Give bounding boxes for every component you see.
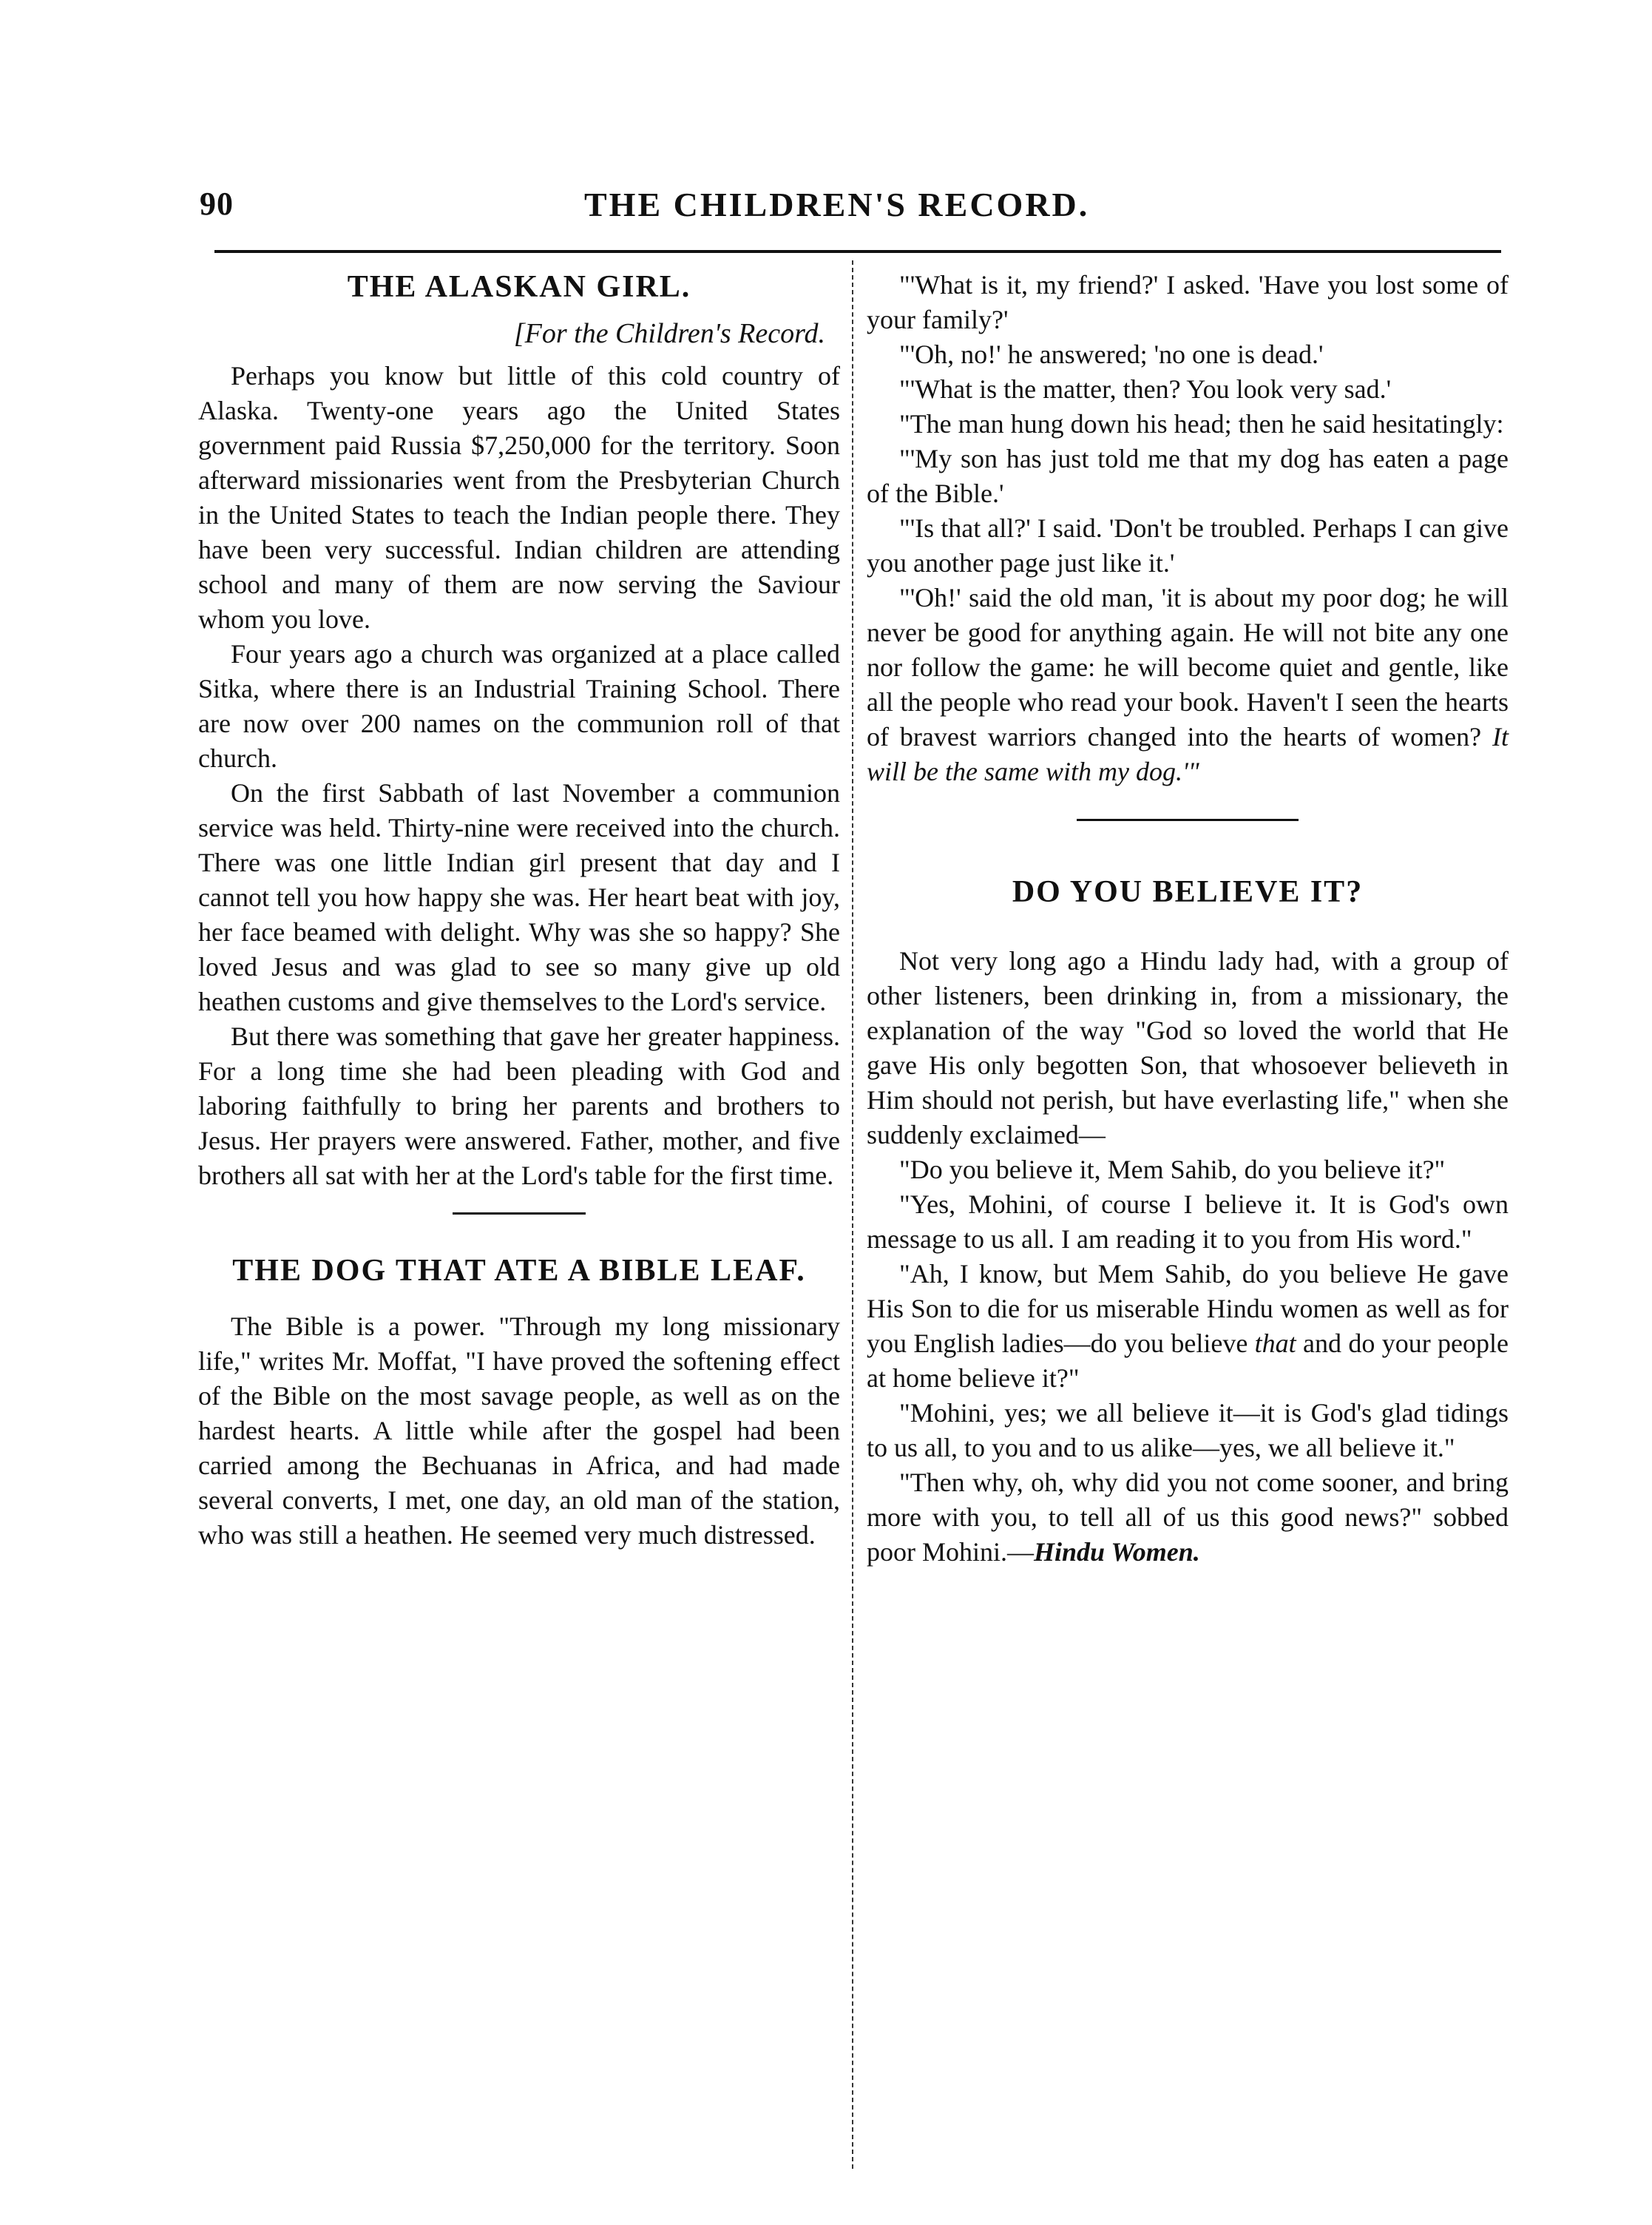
- paragraph: On the first Sabbath of last November a communion service was held. Thirty-nine were received into the church. There was one little Indian girl present that day and I cannot tell you how happy she was. Her heart beat with joy, her face beamed with delight. Why was she so happy? She loved Jesus and was glad to see so many give up old heathen customs and give themselves to the Lord's service.: [198, 778, 840, 1016]
- page-number: 90: [200, 186, 234, 222]
- article-title-alaskan-girl: THE ALASKAN GIRL.: [347, 270, 691, 304]
- paragraph: Four years ago a church was organized at a place called Sitka, where there is an Industrial Training School. There are now over 200 names on the communion roll of that church.: [198, 639, 840, 773]
- left-column: [198, 268, 840, 1553]
- paragraph: "'My son has just told me that my dog has eaten a page of the Bible.': [867, 444, 1509, 508]
- paragraph: "'What is the matter, then? You look very sad.': [899, 374, 1392, 404]
- section-divider: [1077, 819, 1299, 821]
- right-column: [867, 268, 1509, 1570]
- section-divider: [453, 1212, 586, 1215]
- paragraph: [867, 581, 1509, 789]
- article-title-do-you-believe-it: DO YOU BELIEVE IT?: [1012, 875, 1364, 909]
- paragraph: [867, 1465, 1509, 1570]
- article-byline: [For the Children's Record.: [513, 318, 825, 349]
- paragraph: "The man hung down his head; then he said hesitatingly:: [899, 409, 1504, 439]
- paragraph: "'Is that all?' I said. 'Don't be troubled. Perhaps I can give you another page just like it.': [867, 513, 1509, 578]
- running-title: THE CHILDREN'S RECORD.: [584, 186, 1090, 223]
- emphasis-text: that: [1254, 1328, 1296, 1358]
- page-header: [0, 185, 1652, 229]
- paragraph: "Do you believe it, Mem Sahib, do you believe it?": [899, 1155, 1446, 1184]
- header-rule: [214, 250, 1501, 253]
- paragraph: "'Oh, no!' he answered; 'no one is dead.': [899, 340, 1324, 369]
- paragraph-italic-text: It will be the same with my dog.'": [867, 722, 1509, 786]
- paragraph: "'What is it, my friend?' I asked. 'Have you lost some of your family?': [867, 270, 1509, 334]
- paragraph-text: and do your people at home believe it?": [867, 1328, 1509, 1393]
- paragraph: Perhaps you know but little of this cold country of Alaska. Twenty-one years ago the United States government paid Russia $7,250,000 for the territory. Soon afterward missionaries went from the Presbyterian Church in the United States to teach the Indian people there. They have been very successful. Indian children are attending school and many of them are now serving the Saviour whom you love.: [198, 361, 840, 634]
- paragraph-text: "Ah, I know, but Mem Sahib, do you believe He gave His Son to die for us miserable Hindu women as well as for you English ladies—do you believe: [867, 1259, 1509, 1358]
- paragraph: But there was something that gave her greater happiness. For a long time she had been pleading with God and laboring faithfully to bring her parents and brothers to Jesus. Her prayers were answered. Father, mother, and five brothers all sat with her at the Lord's table for the first time.: [198, 1022, 840, 1190]
- paragraph: The Bible is a power. "Through my long missionary life," writes Mr. Moffat, "I have proved the softening effect of the Bible on the most savage people, as well as on the hardest hearts. A little while after the gospel had been carried among the Bechuanas in Africa, and had made several converts, I met, one day, an old man of the station, who was still a heathen. He seemed very much distressed.: [198, 1311, 840, 1550]
- paragraph: Not very long ago a Hindu lady had, with a group of other listeners, been drinking in, from a missionary, the explanation of the way "God so loved the world that He gave His only begotten Son, that whosoever believeth in Him should not perish, but have everlasting life," when she suddenly exclaimed—: [867, 946, 1509, 1149]
- paragraph: [867, 1257, 1509, 1396]
- paragraph: "Yes, Mohini, of course I believe it. It is God's own message to us all. I am reading it to you from His word.": [867, 1189, 1509, 1254]
- paragraph-text: "'Oh!' said the old man, 'it is about my poor dog; he will never be good for anything again. He will not bite any one nor follow the game: he will become quiet and gentle, like all the people who read your book. Haven't I seen the hearts of bravest warriors changed into the hearts of women?: [867, 583, 1509, 752]
- source-attribution: Hindu Women.: [1034, 1537, 1200, 1567]
- paragraph-text: "Then why, oh, why did you not come sooner, and bring more with you, to tell all of us this good news?" sobbed poor Mohini.—: [867, 1468, 1509, 1567]
- article-title-dog-bible-leaf: THE DOG THAT ATE A BIBLE LEAF.: [232, 1254, 806, 1288]
- paragraph: "Mohini, yes; we all believe it—it is God's glad tidings to us all, to you and to us alike—yes, we all believe it.": [867, 1398, 1509, 1462]
- column-divider: [852, 260, 853, 2169]
